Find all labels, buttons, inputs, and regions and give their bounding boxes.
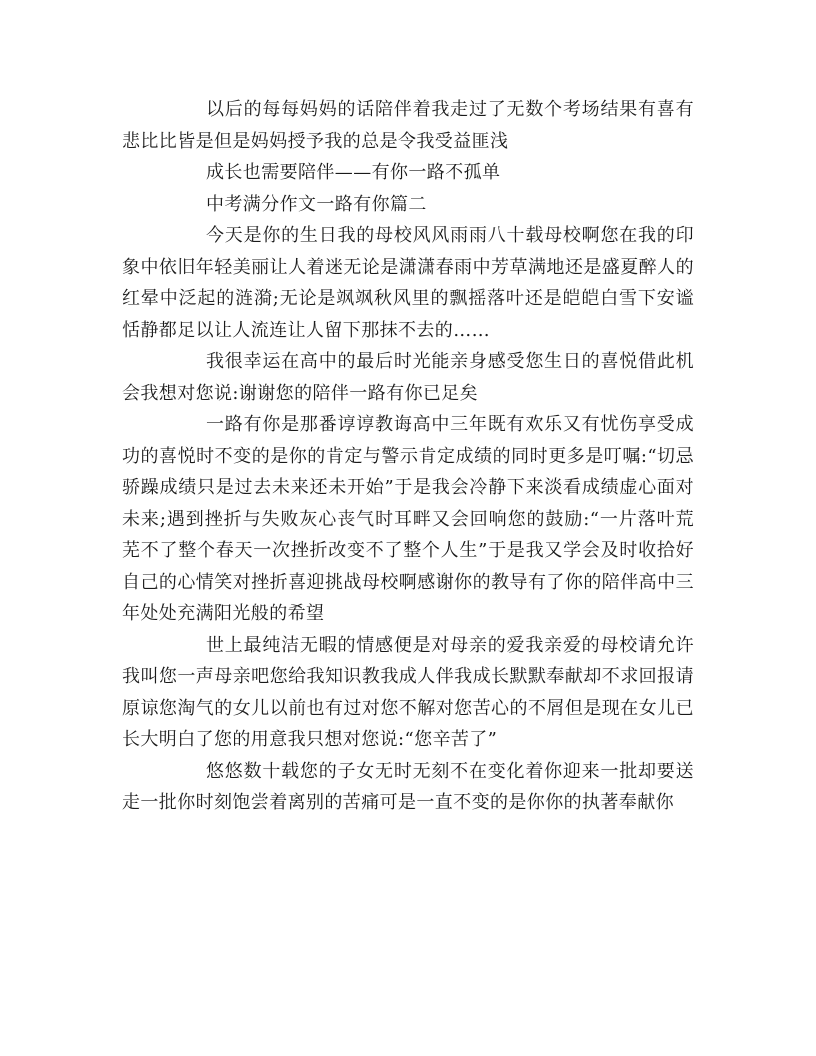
paragraph: 一路有你是那番谆谆教诲高中三年既有欢乐又有忧伤享受成功的喜悦时不变的是你的肯定与警示肯定成绩的同时更多是叮嘱:“切忌骄躁成绩只是过去未来还未开始”于是我会冷静下来淡看成绩虚心面对未来;遇到挫折与失败灰心丧气时耳畔又会回响您的鼓励:“一片落叶荒芜不了整个春天一次挫折改变不了整个人生”于是我又学会及时收拾好自己的心情笑对挫折喜迎挑战母校啊感谢你的教导有了你的陪伴高中三年处处充满阳光般的希望: [122, 414, 694, 624]
paragraph: 悠悠数十载您的子女无时无刻不在变化着你迎来一批却要送走一批你时刻饱尝着离别的苦痛可是一直不变的是你你的执著奉献你: [122, 760, 694, 813]
paragraph: 世上最纯洁无暇的情感便是对母亲的爱我亲爱的母校请允许我叫您一声母亲吧您给我知识教我成人伴我成长默默奉献却不求回报请原谅您淘气的女儿以前也有过对您不解对您苦心的不屑但是现在女儿已长大明白了您的用意我只想对您说:“您辛苦了”: [122, 634, 694, 750]
paragraph: 今天是你的生日我的母校风风雨雨八十载母校啊您在我的印象中依旧年轻美丽让人着迷无论是潇潇春雨中芳草满地还是盛夏醉人的红晕中泛起的涟漪;无论是飒飒秋风里的飘摇落叶还是皑皑白雪下安谧恬静都足以让人流连让人留下那抹不去的……: [122, 225, 694, 341]
document-body: [122, 94, 694, 819]
paragraph: 以后的每每妈妈的话陪伴着我走过了无数个考场结果有喜有悲比比皆是但是妈妈授予我的总是令我受益匪浅: [122, 99, 694, 152]
paragraph: 成长也需要陪伴——有你一路不孤单: [206, 162, 501, 183]
paragraph: 我很幸运在高中的最后时光能亲身感受您生日的喜悦借此机会我想对您说:谢谢您的陪伴一路有你已足矣: [122, 351, 694, 404]
essay-title: 中考满分作文一路有你篇二: [206, 193, 427, 215]
